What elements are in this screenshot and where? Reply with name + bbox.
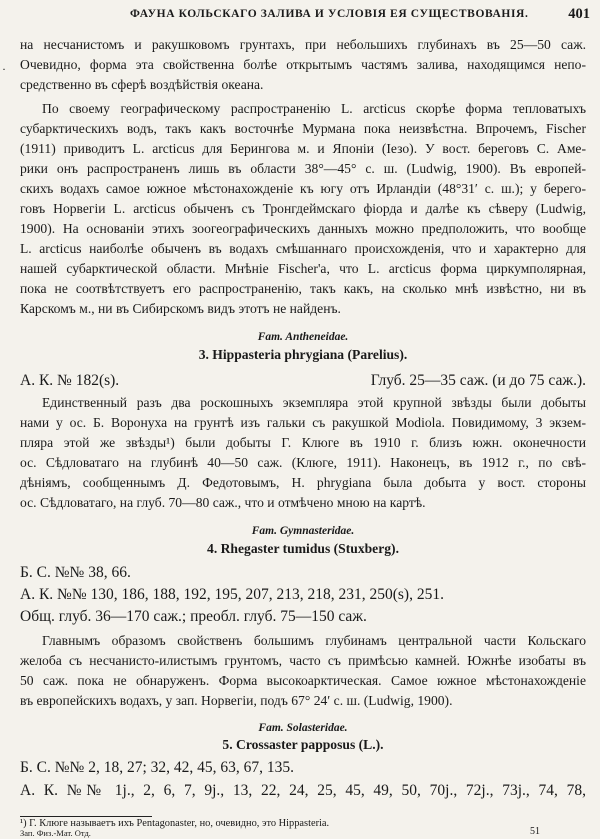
species-heading: 4. Rhegaster tumidus (Stuxberg).	[207, 541, 399, 556]
body-line: субарктическихъ водъ, такъ какъ восточнѣе Мурмана пока неизвѣстна. Впрочемъ, Fischer	[20, 121, 586, 136]
running-header	[18, 6, 590, 26]
footnote-rule	[20, 816, 152, 817]
margin-mark: ·	[2, 62, 6, 76]
body-line: ос. Сѣдловатаго на глубинѣ 40—50 саж. (Клюге, 1911). Наконецъ, въ 1912 г., по свѣ-	[20, 455, 586, 470]
body-line: средственно въ сферѣ воздѣйствія океана.	[20, 77, 264, 92]
body-line: рики онъ распространенъ лишь въ области 38°—45° с. ш. (Ludwig, 1900). Въ европей-	[20, 161, 586, 176]
station-list: А. К. №№ 1j., 2, 6, 7, 9j., 13, 22, 24, 25, 45, 49, 50, 70j., 72j., 73j., 74, 78,	[20, 782, 586, 799]
body-line: Карскомъ м., ни въ Сибирскомъ видъ этотъ не найденъ.	[20, 301, 341, 316]
journal-footer: Зап. Физ.-Мат. Отд.	[20, 828, 91, 838]
body-line: въ европейскихъ водахъ, у зап. Норвегіи, подъ 67° 24′ с. ш. (Ludwig, 1900).	[20, 693, 453, 708]
body-line: ос. Сѣдловатаго, на глуб. 70—80 саж., что и отмѣчено мною на картѣ.	[20, 495, 426, 510]
body-line: нашей субарктической области. Мнѣніе Fischer'а, что L. arcticus форма циркумполярная,	[20, 261, 586, 276]
body-line: дѣніямъ, сообщеннымъ Д. Федотовымъ, H. phrygiana была добыта у вост. стороны	[20, 475, 586, 490]
depth-range: Общ. глуб. 36—170 саж.; преобл. глуб. 75—150 саж.	[20, 608, 367, 625]
station-row	[20, 371, 586, 391]
body-line: (1911) приводитъ L. arcticus для Берингова м. и Японіи (Іезо). У вост. береговъ С. Аме-	[20, 141, 586, 156]
body-line: на несчанистомъ и ракушковомъ грунтахъ, при небольшихъ глубинахъ въ 25—50 саж.	[20, 37, 586, 52]
station-list: Б. С. №№ 38, 66.	[20, 564, 131, 581]
body-line: Главнымъ образомъ свойственъ большимъ глубинамъ центральной части Кольскаго	[42, 633, 586, 648]
body-line: Единственный разъ два роскошныхъ экземпляра этой крупной звѣзды были добыты	[42, 395, 586, 410]
body-line: L. arcticus наиболѣе обыченъ въ водахъ смѣшаннаго происхожденія, что и характерно для	[20, 241, 586, 256]
body-line: 50 саж. пока не обнаруженъ. Форма высокоарктическая. Самое южное мѣстонахожденіе	[20, 673, 586, 688]
family-heading: Fam. Antheneidae.	[257, 331, 349, 343]
body-line: 1900). На основаніи этихъ зоогеографическихъ данныхъ можно предположить, что вообще	[20, 221, 586, 236]
station-list: А. К. № 182(s).	[20, 372, 120, 389]
page-number: 401	[568, 6, 590, 22]
depth-range: Глуб. 25—35 саж. (и до 75 саж.).	[370, 372, 586, 389]
family-heading: Fam. Solasteridae.	[258, 722, 348, 734]
body-line: нами у ос. Б. Воронуха на грунтѣ изъ гальки съ ракушкой Modiola. Повидимому, 3 экзем-	[20, 415, 586, 430]
running-title: ФАУНА КОЛЬСКАГО ЗАЛИВА И УСЛОВІЯ ЕЯ СУЩЕСТВОВАНІЯ.	[130, 8, 529, 20]
body-line: скихъ водахъ самое южное мѣстонахожденіе къ югу отъ Ирландіи (48°31′ с. ш.); у берего-	[20, 181, 586, 196]
body-line: По своему географическому распространенію L. arcticus скорѣе форма тепловатыхъ	[42, 101, 586, 116]
family-heading: Fam. Gymnasteridae.	[251, 525, 355, 537]
species-heading: 3. Hippasteria phrygiana (Parelius).	[198, 347, 408, 362]
body-line: Очевидно, форма эта свойственна болѣе открытымъ частямъ залива, находящимся непо-	[20, 57, 586, 72]
body-line: пока не соотвѣтствуетъ его распространенію, такъ какъ, на сколько мнѣ извѣстно, ни въ	[20, 281, 586, 296]
species-heading: 5. Crossaster papposus (L.).	[222, 737, 384, 752]
station-list: Б. С. №№ 2, 18, 27; 32, 42, 45, 63, 67, 135.	[20, 759, 294, 776]
body-line: желоба съ несчанисто-илистымъ грунтомъ, часто съ примѣсью камней. Южнѣе изобаты въ	[20, 653, 586, 668]
station-list: А. К. №№ 130, 186, 188, 192, 195, 207, 213, 218, 231, 250(s), 251.	[20, 586, 444, 603]
printer-signature: 51	[530, 826, 540, 837]
body-line: пляра этой же звѣзды¹) были добыты Г. Клюге въ 1910 г. близъ южн. оконечности	[20, 435, 586, 450]
body-line: говъ Норвегіи L. arcticus обыченъ съ Тронгдеймскаго фіорда и далѣе къ сѣверу (Ludwig,	[20, 201, 586, 216]
footnote: ¹) Г. Клюге называетъ ихъ Pentagonaster, но, очевидно, это Hippasteria.	[20, 818, 330, 829]
